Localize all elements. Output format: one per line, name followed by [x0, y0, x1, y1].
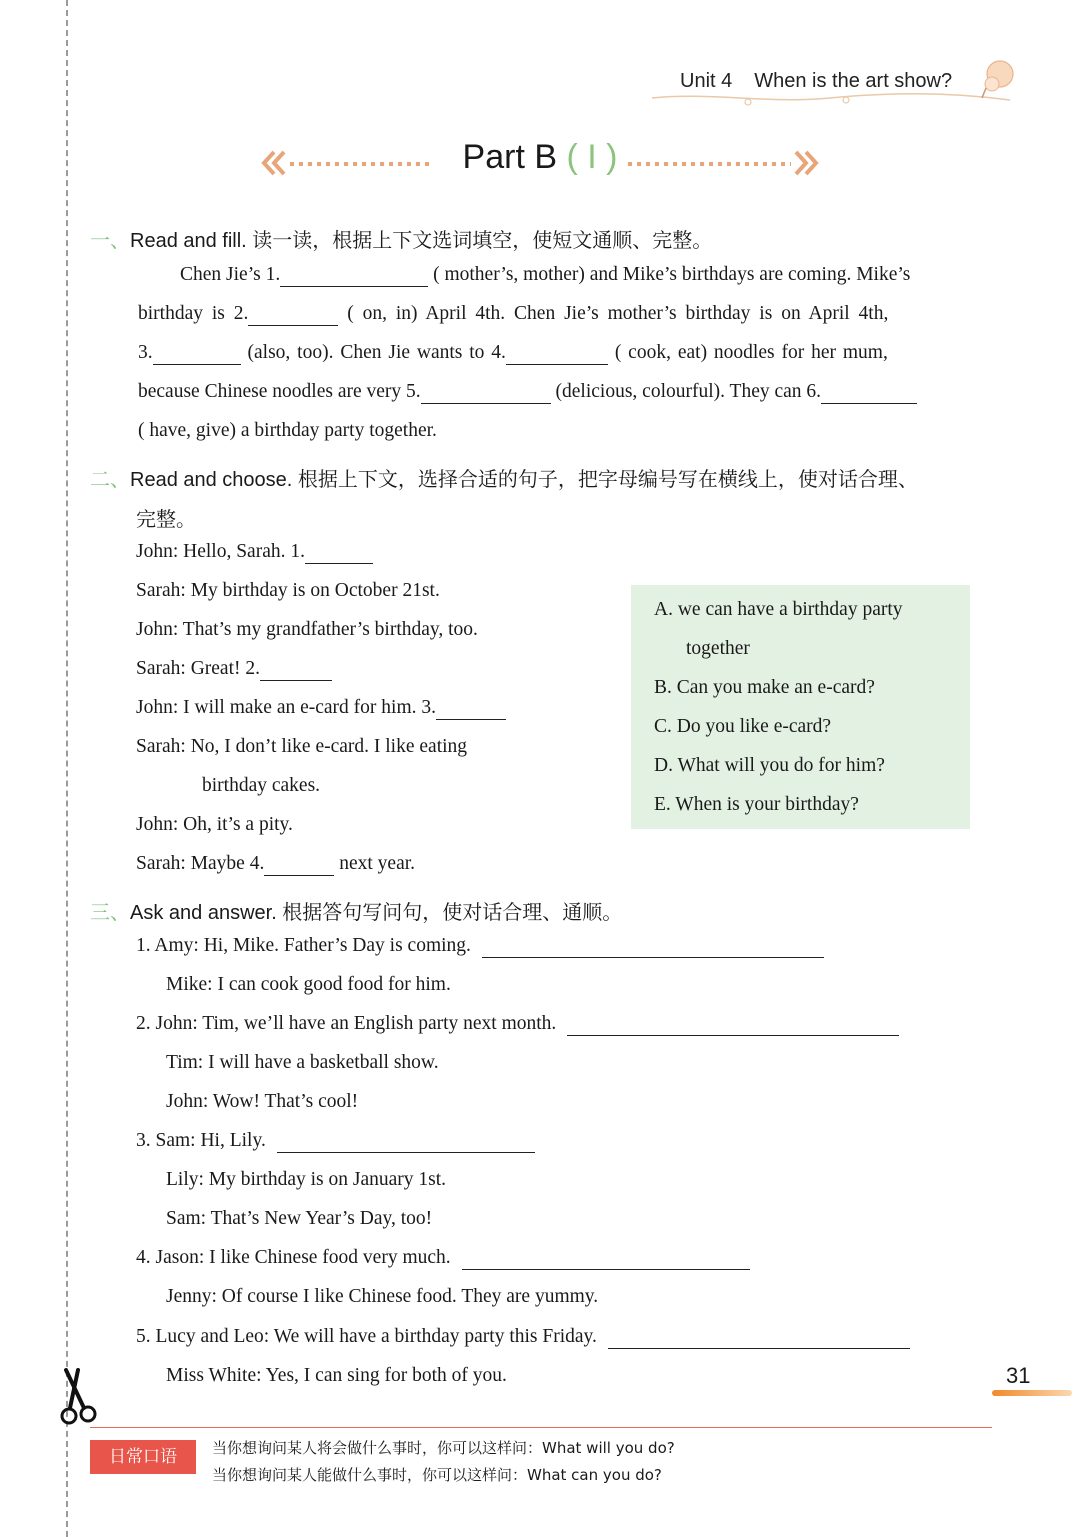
options-box — [631, 585, 970, 829]
unit-label: Unit 4 — [680, 70, 733, 92]
qa-line — [136, 935, 824, 958]
qa-line — [136, 1326, 910, 1349]
fill-blank-2[interactable] — [248, 303, 338, 326]
dialogue-line: birthday cakes. — [202, 775, 321, 796]
s1-l4-text-a: because Chinese noodles are very 5. — [138, 381, 421, 402]
option-c: C. Do you like e-card? — [654, 716, 832, 737]
s1-l2-text-b: ( on, in) April 4th. Chen Jie’s mother’s birthday is on April 4th, — [347, 303, 889, 324]
section3-heading-text: Ask and answer. 根据答句写问句，使对话合理、通顺。 — [130, 902, 623, 924]
answer-blank-3[interactable] — [277, 1130, 535, 1153]
answer-blank-2[interactable] — [567, 1013, 899, 1036]
qa-line: John: Wow! That’s cool! — [166, 1091, 359, 1112]
scissors-icon — [58, 1368, 104, 1428]
section2-heading-text: Read and choose. 根据上下文，选择合适的句子，把字母编号写在横线上，使对话合理、 — [130, 469, 918, 491]
option-e: E. When is your birthday? — [654, 794, 859, 815]
dialogue-line — [136, 697, 506, 720]
qa-line: Mike: I can cook good food for him. — [166, 974, 451, 995]
balloon-icon — [978, 58, 1018, 102]
option-b: B. Can you make an e-card? — [654, 677, 875, 698]
dialogue-text: Sarah: Maybe 4. — [136, 853, 265, 874]
dialogue-line — [136, 658, 332, 681]
s1-l4-text-b: (delicious, colourful). They can 6. — [555, 381, 822, 402]
dialogue-text: next year. — [339, 853, 416, 874]
fill-blank-6[interactable] — [821, 381, 917, 404]
page-number-bar — [992, 1390, 1072, 1396]
option-d: D. What will you do for him? — [654, 755, 885, 776]
s1-l2-text-a: birthday is 2. — [138, 303, 249, 324]
daily-phrase-badge: 日常口语 — [90, 1440, 196, 1474]
s1-line1 — [180, 264, 910, 287]
qa-line — [136, 1247, 750, 1270]
qa-text: 4. Jason: I like Chinese food very much. — [136, 1247, 451, 1268]
dialogue-line: John: That’s my grandfather’s birthday, too. — [136, 619, 478, 640]
section2-number: 二、 — [90, 469, 130, 491]
dialogue-line: John: Oh, it’s a pity. — [136, 814, 293, 835]
choose-blank-4[interactable] — [264, 853, 334, 876]
s1-l3-text-b: (also, too). Chen Jie wants to 4. — [247, 342, 506, 363]
dialogue-text: John: Hello, Sarah. 1. — [136, 541, 305, 562]
footer-divider — [90, 1427, 992, 1428]
section2-heading — [90, 463, 918, 492]
answer-blank-4[interactable] — [462, 1247, 750, 1270]
section2-heading-cont: 完整。 — [136, 509, 196, 531]
section1-number: 一、 — [90, 230, 130, 252]
answer-blank-5[interactable] — [608, 1326, 910, 1349]
qa-line — [136, 1013, 899, 1036]
page-number: 31 — [1006, 1363, 1031, 1388]
part-title-paren: ( I ) — [566, 138, 618, 176]
qa-line: Jenny: Of course I like Chinese food. They are yummy. — [166, 1286, 599, 1307]
qa-line: Sam: That’s New Year’s Day, too! — [166, 1208, 433, 1229]
fill-blank-4[interactable] — [506, 342, 608, 365]
section1-heading — [90, 224, 712, 253]
section3-number: 三、 — [90, 902, 130, 924]
s1-l3-text-a: 3. — [138, 342, 153, 363]
qa-text: 3. Sam: Hi, Lily. — [136, 1130, 266, 1151]
s1-line2 — [138, 303, 888, 326]
section3-heading — [90, 896, 622, 925]
choose-blank-1[interactable] — [305, 541, 373, 564]
qa-line: Lily: My birthday is on January 1st. — [166, 1169, 447, 1190]
footer-tip-2: 当你想询问某人能做什么事时，你可以这样问：What can you do? — [212, 1466, 662, 1484]
fill-blank-1[interactable] — [280, 264, 428, 287]
s1-l3-text-c: ( cook, eat) noodles for her mum, — [614, 342, 888, 363]
dialogue-text: John: I will make an e-card for him. 3. — [136, 697, 436, 718]
dialogue-line — [136, 853, 415, 876]
s1-line3 — [138, 342, 888, 365]
qa-line: Miss White: Yes, I can sing for both of you. — [166, 1365, 507, 1386]
answer-blank-1[interactable] — [482, 935, 824, 958]
qa-text: 1. Amy: Hi, Mike. Father’s Day is coming. — [136, 935, 471, 956]
s1-line5: ( have, give) a birthday party together. — [138, 420, 437, 441]
unit-title: When is the art show? — [754, 70, 953, 92]
qa-text: 2. John: Tim, we’ll have an English party next month. — [136, 1013, 557, 1034]
choose-blank-2[interactable] — [260, 658, 332, 681]
s1-line4 — [138, 381, 917, 404]
footer-tip-1: 当你想询问某人将会做什么事时，你可以这样问：What will you do? — [212, 1439, 675, 1457]
dialogue-line: Sarah: No, I don’t like e-card. I like eating — [136, 736, 468, 757]
choose-blank-3[interactable] — [436, 697, 506, 720]
part-title-main: Part B — [462, 138, 558, 176]
section1-heading-text: Read and fill. 读一读，根据上下文选词填空，使短文通顺、完整。 — [130, 230, 713, 252]
s1-l1-text-b: ( mother’s, mother) and Mike’s birthdays are coming. Mike’s — [433, 264, 911, 285]
option-a-cont: together — [686, 638, 750, 659]
s1-l1-text-a: Chen Jie’s 1. — [180, 264, 281, 285]
header-curve-decoration — [650, 86, 1020, 116]
part-title — [0, 138, 1080, 177]
dialogue-line — [136, 541, 373, 564]
dialogue-text: Sarah: Great! 2. — [136, 658, 260, 679]
qa-line: Tim: I will have a basketball show. — [166, 1052, 439, 1073]
cut-line — [66, 0, 68, 1537]
qa-text: 5. Lucy and Leo: We will have a birthday party this Friday. — [136, 1326, 597, 1347]
qa-line — [136, 1130, 535, 1153]
option-a: A. we can have a birthday party — [654, 599, 903, 620]
fill-blank-3[interactable] — [153, 342, 241, 365]
fill-blank-5[interactable] — [421, 381, 551, 404]
chevron-deco-icon — [626, 148, 821, 178]
dialogue-line: Sarah: My birthday is on October 21st. — [136, 580, 440, 601]
